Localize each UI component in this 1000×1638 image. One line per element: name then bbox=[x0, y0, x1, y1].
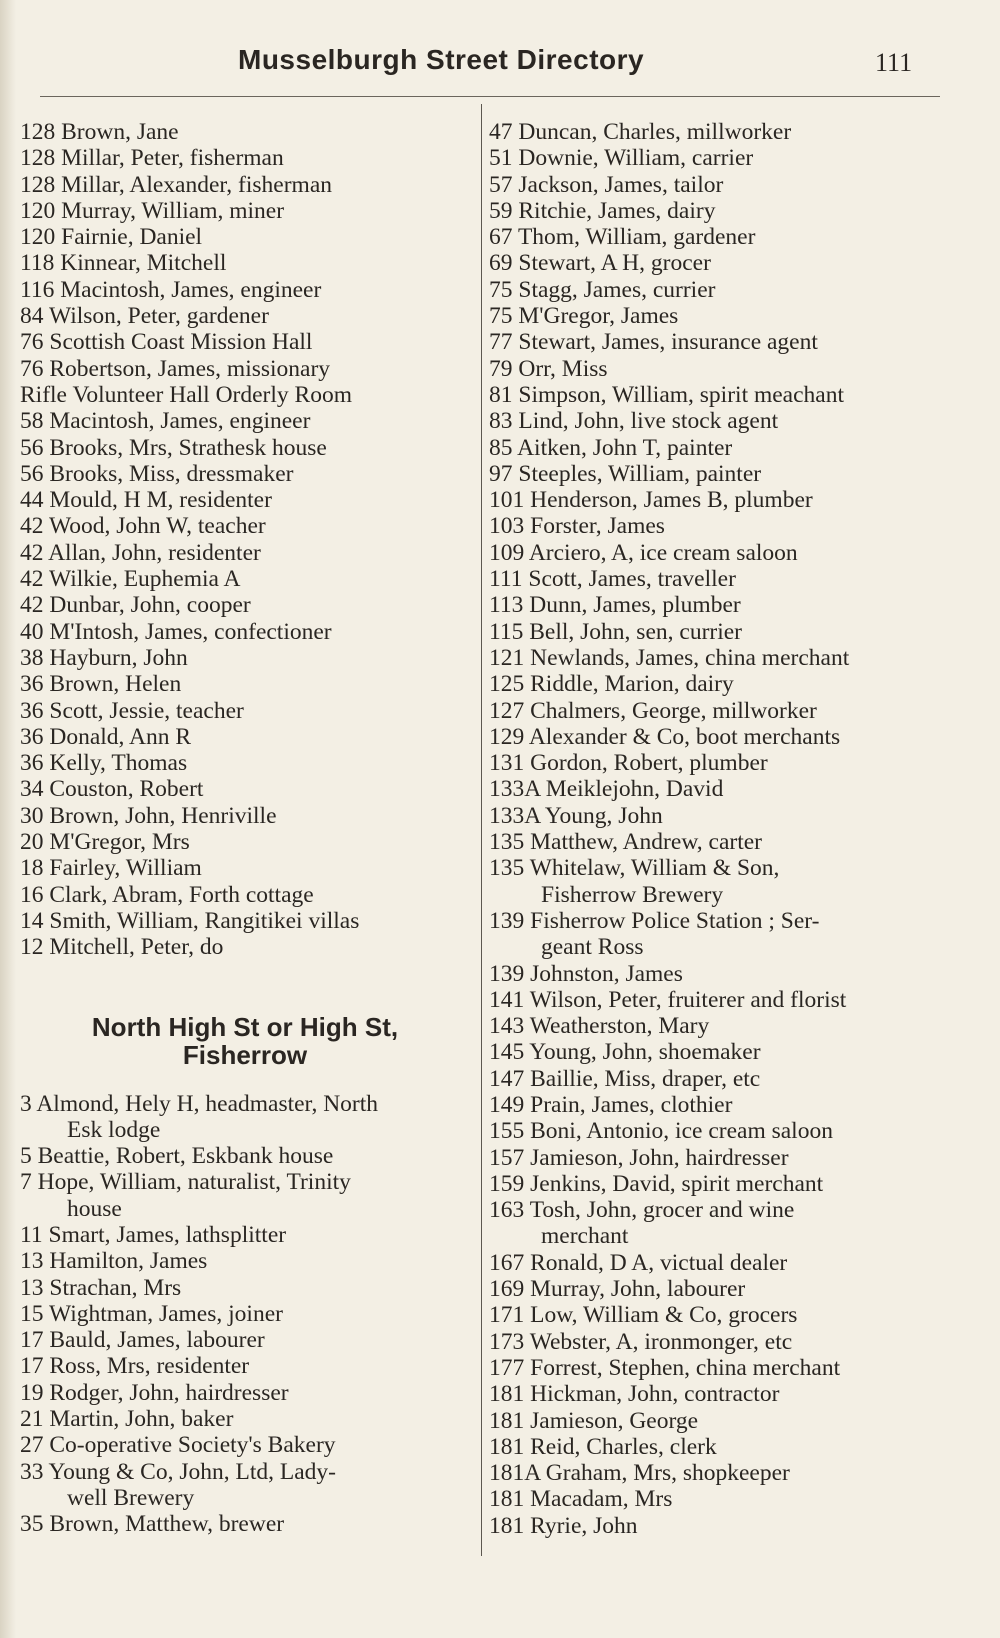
directory-entry: 36 Donald, Ann R bbox=[20, 723, 192, 750]
directory-entry: 38 Hayburn, John bbox=[20, 644, 188, 671]
directory-entry: 133A Meiklejohn, David bbox=[489, 776, 724, 803]
page-number: 111 bbox=[875, 48, 913, 77]
directory-entry: 169 Murray, John, labourer bbox=[489, 1276, 746, 1303]
directory-entry: 42 Allan, John, residenter bbox=[20, 539, 261, 566]
directory-entry: 145 Young, John, shoemaker bbox=[489, 1039, 761, 1066]
section-spacer bbox=[20, 961, 470, 1013]
directory-entry: 11 Smart, James, lathsplitter bbox=[20, 1221, 287, 1248]
section-heading-district: Fisherrow bbox=[182, 1039, 308, 1070]
directory-entry: 27 Co-operative Society's Bakery bbox=[20, 1432, 336, 1459]
directory-entry: 101 Henderson, James B, plumber bbox=[489, 487, 813, 514]
directory-entry: 84 Wilson, Peter, gardener bbox=[20, 303, 269, 330]
section-heading-street: North High St or High St, bbox=[91, 1011, 399, 1042]
directory-entry: 143 Weatherston, Mary bbox=[489, 1013, 710, 1040]
directory-entry: 127 Chalmers, George, millworker bbox=[489, 697, 817, 724]
directory-entry: 159 Jenkins, David, spirit merchant bbox=[489, 1170, 824, 1197]
directory-entry: 75 M'Gregor, James bbox=[489, 303, 679, 330]
directory-entry: 19 Rodger, John, hairdresser bbox=[20, 1379, 289, 1406]
directory-entry: 109 Arciero, A, ice cream saloon bbox=[489, 539, 798, 566]
directory-entry: 76 Scottish Coast Mission Hall bbox=[20, 329, 313, 356]
directory-entry: 51 Downie, William, carrier bbox=[489, 145, 754, 172]
directory-entry: 97 Steeples, William, painter bbox=[489, 460, 762, 487]
directory-entry: 56 Brooks, Mrs, Strathesk house bbox=[20, 434, 327, 461]
directory-entry: 181 Hickman, John, contractor bbox=[489, 1381, 780, 1408]
directory-entry: 3 Almond, Hely H, headmaster, North bbox=[20, 1090, 379, 1117]
directory-entry: 147 Baillie, Miss, draper, etc bbox=[489, 1065, 761, 1092]
page-title: Musselburgh Street Directory bbox=[238, 44, 645, 75]
directory-entry: 121 Newlands, James, china merchant bbox=[489, 644, 850, 671]
directory-entry: 139 Fisherrow Police Station ; Ser- bbox=[489, 907, 820, 934]
directory-entry: 163 Tosh, John, grocer and wine bbox=[489, 1197, 795, 1224]
directory-entry: 17 Ross, Mrs, residenter bbox=[20, 1353, 250, 1380]
directory-entry: 47 Duncan, Charles, millworker bbox=[489, 119, 792, 145]
directory-entry: 149 Prain, James, clothier bbox=[489, 1091, 733, 1118]
directory-entry: 118 Kinnear, Mitchell bbox=[20, 250, 227, 277]
directory-entry: 133A Young, John bbox=[489, 802, 663, 829]
directory-entry: 67 Thom, William, gardener bbox=[489, 224, 756, 251]
directory-entry: 56 Brooks, Miss, dressmaker bbox=[20, 460, 294, 487]
directory-entry: 36 Brown, Helen bbox=[20, 671, 182, 698]
directory-entry: 115 Bell, John, sen, currier bbox=[489, 618, 743, 645]
directory-entry: 40 M'Intosh, James, confectioner bbox=[20, 618, 332, 645]
left-column bbox=[20, 119, 470, 1538]
directory-entry: 14 Smith, William, Rangitikei villas bbox=[20, 907, 360, 934]
directory-entry: 173 Webster, A, ironmonger, etc bbox=[489, 1328, 793, 1355]
directory-entry-continuation: merchant bbox=[541, 1223, 629, 1250]
directory-entry: 42 Wilkie, Euphemia A bbox=[20, 566, 241, 593]
directory-entry-continuation: geant Ross bbox=[541, 934, 644, 961]
directory-entry: 20 M'Gregor, Mrs bbox=[20, 829, 190, 856]
directory-entry: 18 Fairley, William bbox=[20, 855, 202, 882]
directory-entry: 157 Jamieson, John, hairdresser bbox=[489, 1144, 789, 1171]
directory-entry: 131 Gordon, Robert, plumber bbox=[489, 750, 768, 777]
header-rule bbox=[40, 96, 940, 97]
directory-entry: 181 Jamieson, George bbox=[489, 1407, 699, 1434]
directory-entry: 5 Beattie, Robert, Eskbank house bbox=[20, 1143, 334, 1170]
directory-entry: 181 Reid, Charles, clerk bbox=[489, 1433, 717, 1460]
page-binding-edge bbox=[0, 0, 16, 1638]
directory-entry: 171 Low, William & Co, grocers bbox=[489, 1302, 798, 1329]
right-column bbox=[489, 119, 939, 1539]
directory-entry: 75 Stagg, James, currier bbox=[489, 276, 716, 303]
directory-entry: 59 Ritchie, James, dairy bbox=[489, 197, 716, 224]
directory-entry: 36 Scott, Jessie, teacher bbox=[20, 697, 244, 724]
directory-entry: 58 Macintosh, James, engineer bbox=[20, 408, 311, 435]
directory-entry: 128 Brown, Jane bbox=[20, 119, 179, 145]
directory-entry: 135 Whitelaw, William & Son, bbox=[489, 855, 780, 882]
directory-entry: 113 Dunn, James, plumber bbox=[489, 592, 741, 619]
directory-entry: 7 Hope, William, naturalist, Trinity bbox=[20, 1169, 351, 1196]
directory-entry: 128 Millar, Peter, fisherman bbox=[20, 145, 284, 172]
directory-entry-continuation: Esk lodge bbox=[67, 1116, 161, 1143]
directory-entry: 12 Mitchell, Peter, do bbox=[20, 934, 224, 961]
directory-entry: 167 Ronald, D A, victual dealer bbox=[489, 1249, 788, 1276]
directory-entry: 33 Young & Co, John, Ltd, Lady- bbox=[20, 1458, 336, 1485]
directory-entry: 141 Wilson, Peter, fruiterer and florist bbox=[489, 986, 847, 1013]
directory-entry: 13 Strachan, Mrs bbox=[20, 1274, 182, 1301]
directory-entry: 128 Millar, Alexander, fisherman bbox=[20, 171, 333, 198]
directory-entry: 30 Brown, John, Henriville bbox=[20, 802, 277, 829]
directory-entry: 177 Forrest, Stephen, china merchant bbox=[489, 1354, 841, 1381]
directory-entry: 83 Lind, John, live stock agent bbox=[489, 408, 779, 435]
directory-entry: 139 Johnston, James bbox=[489, 960, 683, 987]
directory-entry: Rifle Volunteer Hall Orderly Room bbox=[20, 381, 352, 408]
directory-entry: 155 Boni, Antonio, ice cream saloon bbox=[489, 1118, 833, 1145]
directory-entry: 79 Orr, Miss bbox=[489, 355, 608, 382]
directory-entry: 129 Alexander & Co, boot merchants bbox=[489, 723, 841, 750]
directory-entry: 77 Stewart, James, insurance agent bbox=[489, 329, 818, 356]
page-header bbox=[0, 44, 1000, 94]
directory-entry: 44 Mould, H M, residenter bbox=[20, 487, 272, 514]
directory-entry: 42 Dunbar, John, cooper bbox=[20, 592, 251, 619]
directory-entry: 81 Simpson, William, spirit meachant bbox=[489, 381, 845, 408]
directory-entry: 57 Jackson, James, tailor bbox=[489, 171, 724, 198]
directory-entry: 120 Fairnie, Daniel bbox=[20, 224, 203, 251]
directory-entry: 76 Robertson, James, missionary bbox=[20, 355, 331, 382]
directory-entry: 116 Macintosh, James, engineer bbox=[20, 276, 322, 303]
directory-entry: 34 Couston, Robert bbox=[20, 776, 204, 803]
directory-entry: 103 Forster, James bbox=[489, 513, 665, 540]
directory-entry: 17 Bauld, James, labourer bbox=[20, 1327, 265, 1354]
directory-entry: 15 Wightman, James, joiner bbox=[20, 1300, 283, 1327]
directory-entry: 85 Aitken, John T, painter bbox=[489, 434, 733, 461]
directory-entry: 181A Graham, Mrs, shopkeeper bbox=[489, 1460, 790, 1487]
directory-entry: 36 Kelly, Thomas bbox=[20, 750, 188, 777]
directory-entry-continuation: well Brewery bbox=[67, 1484, 195, 1511]
directory-entry: 69 Stewart, A H, grocer bbox=[489, 250, 711, 277]
directory-entry-continuation: house bbox=[67, 1195, 122, 1222]
directory-entry: 111 Scott, James, traveller bbox=[489, 566, 736, 593]
directory-entry: 135 Matthew, Andrew, carter bbox=[489, 829, 762, 856]
directory-entry: 181 Ryrie, John bbox=[489, 1512, 638, 1539]
directory-entry: 35 Brown, Matthew, brewer bbox=[20, 1511, 285, 1538]
directory-entry: 125 Riddle, Marion, dairy bbox=[489, 671, 734, 698]
directory-entry: 21 Martin, John, baker bbox=[20, 1406, 234, 1433]
directory-entry: 120 Murray, William, miner bbox=[20, 197, 285, 224]
directory-entry: 16 Clark, Abram, Forth cottage bbox=[20, 881, 314, 908]
column-divider bbox=[481, 104, 482, 1556]
section-spacer bbox=[20, 1069, 470, 1091]
directory-entry: 181 Macadam, Mrs bbox=[489, 1486, 673, 1513]
directory-entry-continuation: Fisherrow Brewery bbox=[541, 881, 724, 908]
directory-entry: 42 Wood, John W, teacher bbox=[20, 513, 266, 540]
directory-entry: 13 Hamilton, James bbox=[20, 1248, 208, 1275]
